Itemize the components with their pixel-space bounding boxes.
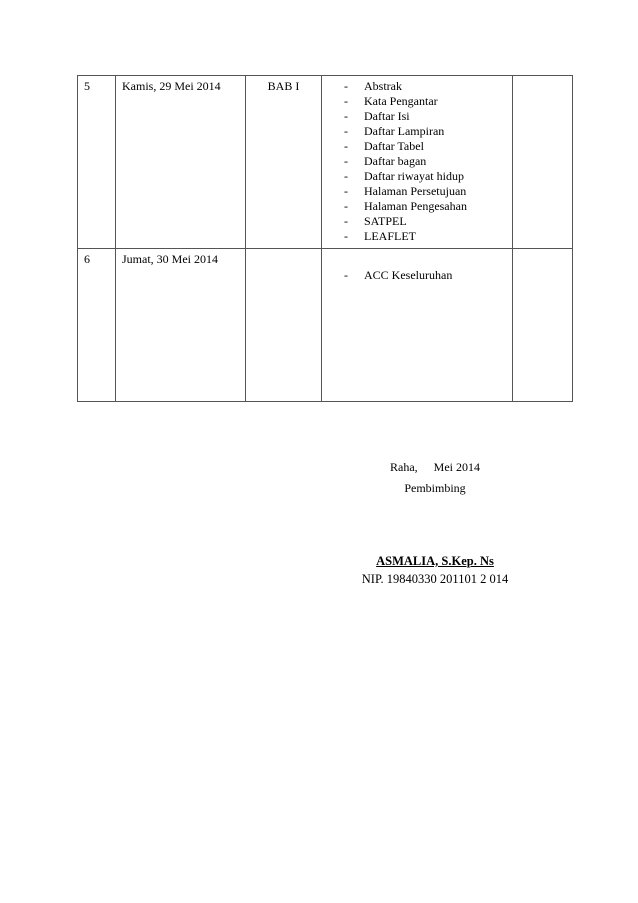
list-item: - Daftar Tabel (344, 139, 424, 153)
signature-role: Pembimbing (404, 481, 466, 495)
cell-date (116, 76, 246, 249)
list-item: - SATPEL (344, 214, 407, 228)
row-date: Kamis, 29 Mei 2014 (122, 79, 221, 93)
signature-city: Raha, (390, 460, 418, 474)
list-item: - Halaman Persetujuan (344, 184, 467, 198)
list-item: - Daftar Isi (344, 109, 410, 123)
cell-items (322, 249, 513, 402)
item-list (322, 249, 512, 283)
list-item: - Daftar riwayat hidup (344, 169, 464, 183)
list-item: - Kata Pengantar (344, 94, 438, 108)
table-row (78, 249, 573, 402)
row-chapter: BAB I (267, 79, 300, 93)
signature-name: ASMALIA, S.Kep. Ns (376, 554, 494, 568)
cell-date (116, 249, 246, 402)
list-item: - Abstrak (344, 79, 402, 93)
list-item: - Halaman Pengesahan (344, 199, 467, 213)
signature-place-date (320, 460, 550, 475)
cell-no (78, 249, 116, 402)
cell-no (78, 76, 116, 249)
cell-bab (246, 249, 322, 402)
cell-paraf (513, 76, 573, 249)
consultation-table (77, 75, 573, 402)
signature-nip: NIP. 19840330 201101 2 014 (361, 572, 509, 586)
row-number: 5 (84, 79, 90, 93)
cell-items (322, 76, 513, 249)
row-number: 6 (84, 252, 90, 266)
cell-paraf (513, 249, 573, 402)
list-item: - Daftar Lampiran (344, 124, 445, 138)
row-chapter (246, 249, 321, 252)
item-list (322, 76, 512, 244)
row-date: Jumat, 30 Mei 2014 (122, 252, 218, 266)
cell-bab (246, 76, 322, 249)
list-item: - Daftar bagan (344, 154, 427, 168)
list-item: - ACC Keseluruhan (344, 268, 453, 282)
signature-date: Mei 2014 (433, 460, 480, 474)
list-item: - LEAFLET (344, 229, 416, 243)
table-row (78, 76, 573, 249)
